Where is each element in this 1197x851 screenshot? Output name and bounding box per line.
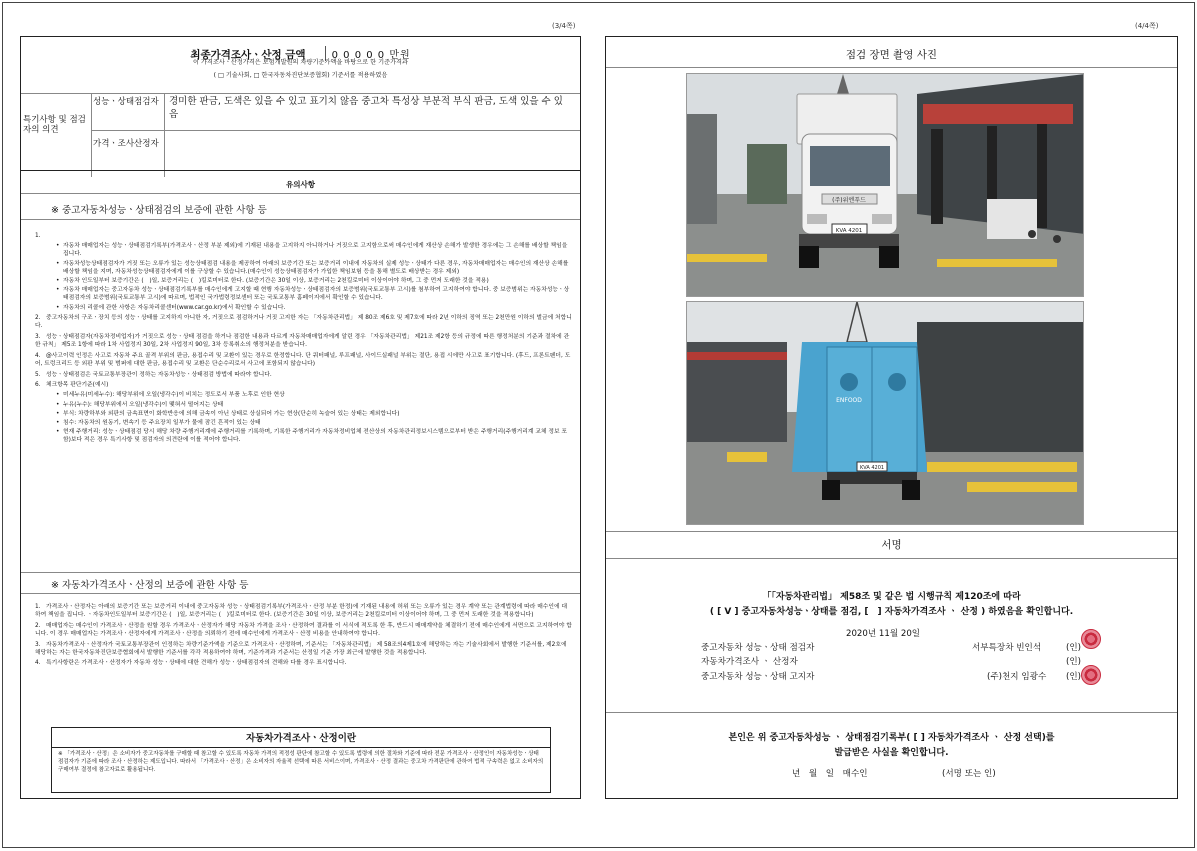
bullet: • 자동차성능상태점검자가 거짓 또는 오류가 있는 성능상태점검 내용을 제공하여 아래의 보증기간 또는 보증거리 이내에 자동차의 실제 성능ㆍ상태가 다른 경우, 자동차매매업자는 매수인의 재산상 손해를 배상할 책임을 지며, 자동차성능상태점검자에게 이를 구상할 수 있습니다.(매수인이 성능상태점검자가 가입한 책임보험 등을 통해 별도로 배상받는 경우 제외): [63, 260, 572, 276]
section2-item: [35, 603, 572, 619]
divider: [21, 193, 580, 194]
item-text: 자동차가격조사ㆍ산정자가 국토교통부장관이 인정하는 차량기준가액을 기준으로 가격조사ㆍ산정하며, 기준서는 「자동차관리법」 제 58조의4제1호에 해당하는 자는 기술사회에서 발행한 기준서를, 제2호에 해당하는 자는 한국자동차진단보증협회에서 발행한 기준서를 각각 적용하여야 하며, 기준가격과 기준서는 산정일 기준 가장 최근에 발행한 것을 적용합니다.: [35, 641, 567, 656]
bullet: • 자동차 매매업자는 중고자동차 성능ㆍ상태점검기록부를 매수인에게 고지할 때 현행 자동차성능ㆍ상태점검자의 보증범위(국토교통부 고시)를 첨부하여 고지하여야 합니다. 중 보증범위는 자동차성능ㆍ상태점검자의 보증범위(국토교통부 고시)에 따르며, 법적인 국가법령정보센터 또는 국토교통부 홈페이지에서 확인할 수 있습니다.: [63, 286, 572, 302]
divider: [21, 572, 580, 573]
inspection-photo-front: [686, 73, 1084, 297]
divider: [606, 67, 1177, 68]
item-number: 2.: [35, 315, 41, 322]
left-page: [20, 36, 581, 799]
perf-label: 성능ㆍ상태점검자: [93, 97, 159, 107]
bullet-list: [35, 242, 572, 312]
bullet: • 현재 주행거리: 성능ㆍ상태점검 당시 해당 차량 주행거리계에 주행거리를 기록하며, 기록한 주행거리가 자동차정비업체 전산상의 자동차관리정보시스템으로부터 받은 주행거리(주행거리계 교체 정보 포함)보다 적은 경우 특기사항 및 점검자의 의견란에 이를 적어야 합니다.: [63, 428, 572, 444]
section2-item: [35, 641, 572, 657]
bullet: • 자동차 매매업자는 성능ㆍ상태점검기록부(가격조사ㆍ산정 부분 제외)에 기재된 내용을 고지하지 아니하거나 거짓으로 고지함으로써 매수인에게 재산상 손해가 발생한 경우에는 그 손해를 배상할 책임을 집니다.: [63, 242, 572, 258]
item-number: 3.: [35, 641, 41, 648]
section2-item: [35, 659, 572, 667]
divider: [21, 593, 580, 594]
item-text: 특기사항란은 가격조사ㆍ산정자가 자동차 성능ㆍ상태에 대한 견해가 성능ㆍ상태점검자의 견해와 다를 경우 표시합니다.: [46, 660, 347, 667]
item-text: 성능ㆍ상태점검자(자동차정비업자)가 거짓으로 성능ㆍ상태 점검을 하거나 점검한 내용과 다르게 자동차매매업자에게 알린 경우 「자동차관리법」 제21조 제2항 등의 규정에 따른 행정처분의 기준과 절차에 관한 규칙」 제5조 1항에 따라 1차 사업정지 30일, 2차 사업정지 90일, 3차 등록취소의 행정처분을 받습니다.: [35, 334, 570, 349]
signer-role: 중고자동차 성능ㆍ상태 고지자: [701, 672, 815, 682]
box-text: ※ 「가격조사ㆍ산정」은 소비자가 중고자동차를 구매할 때 참고할 수 있도록 자동차 가격의 적정성 판단에 참고할 수 있도록 법령에 의한 절차와 기준에 따라 전문 가격조사ㆍ산정인이 자동차성능ㆍ상태점검자가 기준에 따라 조사ㆍ산정하는 제도입니다. 따라서 「가격조사ㆍ산정」은 소비자의 자율적 선택에 따른 서비스이며, 가격조사ㆍ산정 결과는 중고차 가격판단에 관하여 법적 구속력은 없고 소비자의 구매여부 결정에 참고자료로 활용됩니다.: [58, 751, 544, 773]
standard-line: ( □ 기술사회, □ 한국자동차진단보증협회) 기준서를 적용하였음: [213, 72, 388, 79]
cautions-title: 유의사항: [286, 180, 315, 189]
page-number-right: (4/4쪽): [1135, 22, 1159, 30]
item-text: @사고이력 인정은 사고로 자동차 주요 골격 부위의 판금, 용접수리 및 교환이 있는 경우로 한정합니다. 단 쿼터패널, 루프패널, 사이드실패널 부위는 절단, 용접 시에만 사고로 표기합니다. (후드, 프론트펜더, 도어, 트렁크리드 등 외판 부위 및 범퍼에 대한 판금, 용접수리 및 교환은 단순수리로서 사고에 포함되지 않습니다): [35, 352, 571, 368]
signer-role: 자동차가격조사 ㆍ 산정자: [701, 657, 798, 667]
divider: [21, 170, 580, 171]
bullet: • 자동차의 리콜에 관한 사항은 자동차리콜센터(www.car.go.kr)에서 확인할 수 있습니다.: [63, 304, 572, 312]
photo-title: 점검 장면 촬영 사진: [845, 49, 938, 61]
section2-item: [35, 622, 572, 638]
divider: [606, 531, 1177, 532]
item-text: 가격조사ㆍ산정자는 아래의 보증기간 또는 보증거리 이내에 중고자동차 성능ㆍ상태점검기록부(가격조사ㆍ산정 부분 한정)에 기재된 내용에 허위 또는 오류가 있는 경우 계약 또는 관계법령에 따라 매수인에 대하여 책임을 집니다. ㆍ자동차인도일부터 보증기간은 ( )일, 보증거리는 ( )킬로미터로 한다. (보증기간은 30일 이상, 보증거리는 2천킬로미터 이상이어야 하며, 그 중 먼저 도래한 것을 적용합니다): [35, 604, 568, 619]
divider: [91, 130, 580, 131]
signer-role: 중고자동차 성능ㆍ상태 점검자: [701, 643, 815, 653]
front-plate-text: KVA 4201: [835, 228, 863, 234]
truck-front-image: [687, 74, 1084, 297]
bullet: • 침수: 자동차의 원동기, 변속기 등 주요장치 일부가 물에 잠긴 흔적이 있는 상태: [63, 419, 572, 427]
truck-rear-image: [687, 302, 1084, 525]
item-text: 중고자동차의 구조ㆍ장치 등의 성능ㆍ상태를 고지하지 아니한 자, 거짓으로 점검하거나 거짓 고지한 자는 「자동차관리법」 제 80조 제6호 및 제7호에 따라 2년 이하의 징역 또는 2천만원 이하의 벌금에 처합니다.: [35, 315, 572, 330]
rear-plate-text: KVA 4201: [859, 465, 885, 471]
item-number: 4.: [35, 352, 41, 359]
signer-name: (주)천지 임광수: [987, 672, 1047, 682]
item-number: 1.: [35, 604, 41, 610]
seal-stamp-1: [1081, 629, 1101, 649]
section1-list: [35, 232, 572, 447]
section1-item: [35, 314, 572, 330]
item-number: 5.: [35, 371, 41, 378]
box-logo-text: ENFOOD: [836, 397, 862, 404]
divider: [21, 219, 580, 220]
signer-mark: (인): [1066, 657, 1082, 667]
signer-mark: (인): [1066, 672, 1082, 682]
divider: [606, 712, 1177, 713]
perf-opinion-text: 경미한 판금, 도색은 있을 수 있고 표기치 않음 중고차 특성상 부분적 부식 판금, 도색 있을 수 있음: [169, 96, 563, 120]
item-number: 2.: [35, 622, 41, 629]
sign-title: 서명: [881, 539, 902, 551]
final-price-value: 0 0 0 0 0 만원: [325, 46, 411, 61]
section1-item: [35, 232, 572, 312]
price-basis-line: 이 가격조사ㆍ산정가격은 보험개발원의 차량기준가액을 바탕으로 한 기준가격과: [192, 59, 409, 66]
item-number: 4.: [35, 660, 41, 667]
receipt-sign-note: (서명 또는 인): [942, 769, 996, 779]
price-label: 가격ㆍ조사산정자: [93, 139, 159, 149]
bullet: • 자동차 인도일부터 보증기간은 ( )일, 보증거리는 ( )킬로미터로 한다. (보증기간은 30일 이상, 보증거리는 2천킬로미터 이상이어야 하며, 그 중 먼저 도래한 것을 적용): [63, 277, 572, 285]
bullet: • 부식: 차량하부와 외판의 금속표면이 화학반응에 의해 금속이 아닌 상태로 상실되어 가는 현상(단순히 녹슬어 있는 상태는 제외합니다): [63, 410, 572, 418]
section1-item: [35, 381, 572, 444]
item-number: 1.: [35, 233, 41, 239]
declaration-line-2: ( [ V ] 중고자동차성능ㆍ상태를 점검, [ ] 자동차가격조사 ㆍ 산정 ) 하였음을 확인합니다.: [709, 607, 1074, 617]
bullet-list: [35, 391, 572, 444]
bullet: • 누유(누수): 해당부위에서 오일(냉각수)이 맺혀서 떨어지는 상태: [63, 401, 572, 409]
seal-stamp-2: [1081, 665, 1101, 685]
divider: [21, 93, 580, 94]
section1-item: [35, 352, 572, 368]
cab-sign-text: (주)위엔푸드: [832, 197, 866, 204]
box-title: 자동차가격조사ㆍ산정이란: [52, 730, 550, 748]
signer-mark: (인): [1066, 643, 1082, 653]
divider: [606, 558, 1177, 559]
final-price-label: 최종가격조사ㆍ산정 금액: [190, 49, 306, 61]
price-survey-box: [51, 727, 551, 793]
signer-name: 서부특장차 빈인석: [972, 643, 1042, 653]
receipt-line-1: 본인은 위 중고자동차성능 ㆍ 상태점검기록부( [ ] 자동차가격조사 ㆍ 산정 선택)를: [728, 733, 1055, 743]
receipt-line-2: 발급받은 사실을 확인합니다.: [834, 748, 949, 758]
section1-item: [35, 333, 572, 349]
inspection-date: 2020년 11월 20일: [846, 629, 921, 639]
page-number-left: (3/4쪽): [552, 22, 576, 30]
section2-list: [35, 603, 572, 670]
right-page: [605, 36, 1178, 799]
bullet: • 미세누유(미세누수): 해당부위에 오일(냉각수)이 비치는 정도로서 부품 노후로 인한 현상: [63, 391, 572, 399]
inspection-photo-rear: [686, 301, 1084, 525]
divider: [164, 93, 165, 177]
item-number: 6.: [35, 382, 41, 389]
section1-item: [35, 371, 572, 379]
item-number: 3.: [35, 334, 41, 341]
opinion-section-label: 특기사항 및 점검자의 의견: [23, 115, 86, 135]
item-text: 매매업자는 매수인이 가격조사ㆍ산정을 원할 경우 가격조사ㆍ산정자가 해당 자동차 가격을 조사ㆍ산정하여 결과를 이 서식에 적도록 한 후, 반드시 매매계약을 체결하기 전에 매수인에게 서면으로 고지하여야 합니다. 이 경우 매매업자는 가격조사ㆍ산정자에게 가격조사ㆍ산정을 의뢰하기 전에 매수인에게 가격조사ㆍ산정 비용을 안내하여야 합니다.: [35, 622, 572, 637]
section2-title: ※ 자동차가격조사ㆍ산정의 보증에 관한 사항 등: [51, 580, 249, 591]
divider: [91, 93, 92, 177]
section1-title: ※ 중고자동차성능ㆍ상태점검의 보증에 관한 사항 등: [51, 205, 267, 216]
receipt-date-line: 년 월 일 매수인: [792, 769, 868, 779]
item-text: 체크항목 판단기준(예시): [46, 382, 109, 389]
item-text: 성능ㆍ상태점검은 국토교통부장관이 정하는 자동차성능ㆍ상태점검 방법에 따라야 합니다.: [46, 371, 272, 378]
declaration-line-1: 「「자동차관리법」 제58조 및 같은 법 시행규칙 제120조에 따라: [762, 592, 1021, 602]
